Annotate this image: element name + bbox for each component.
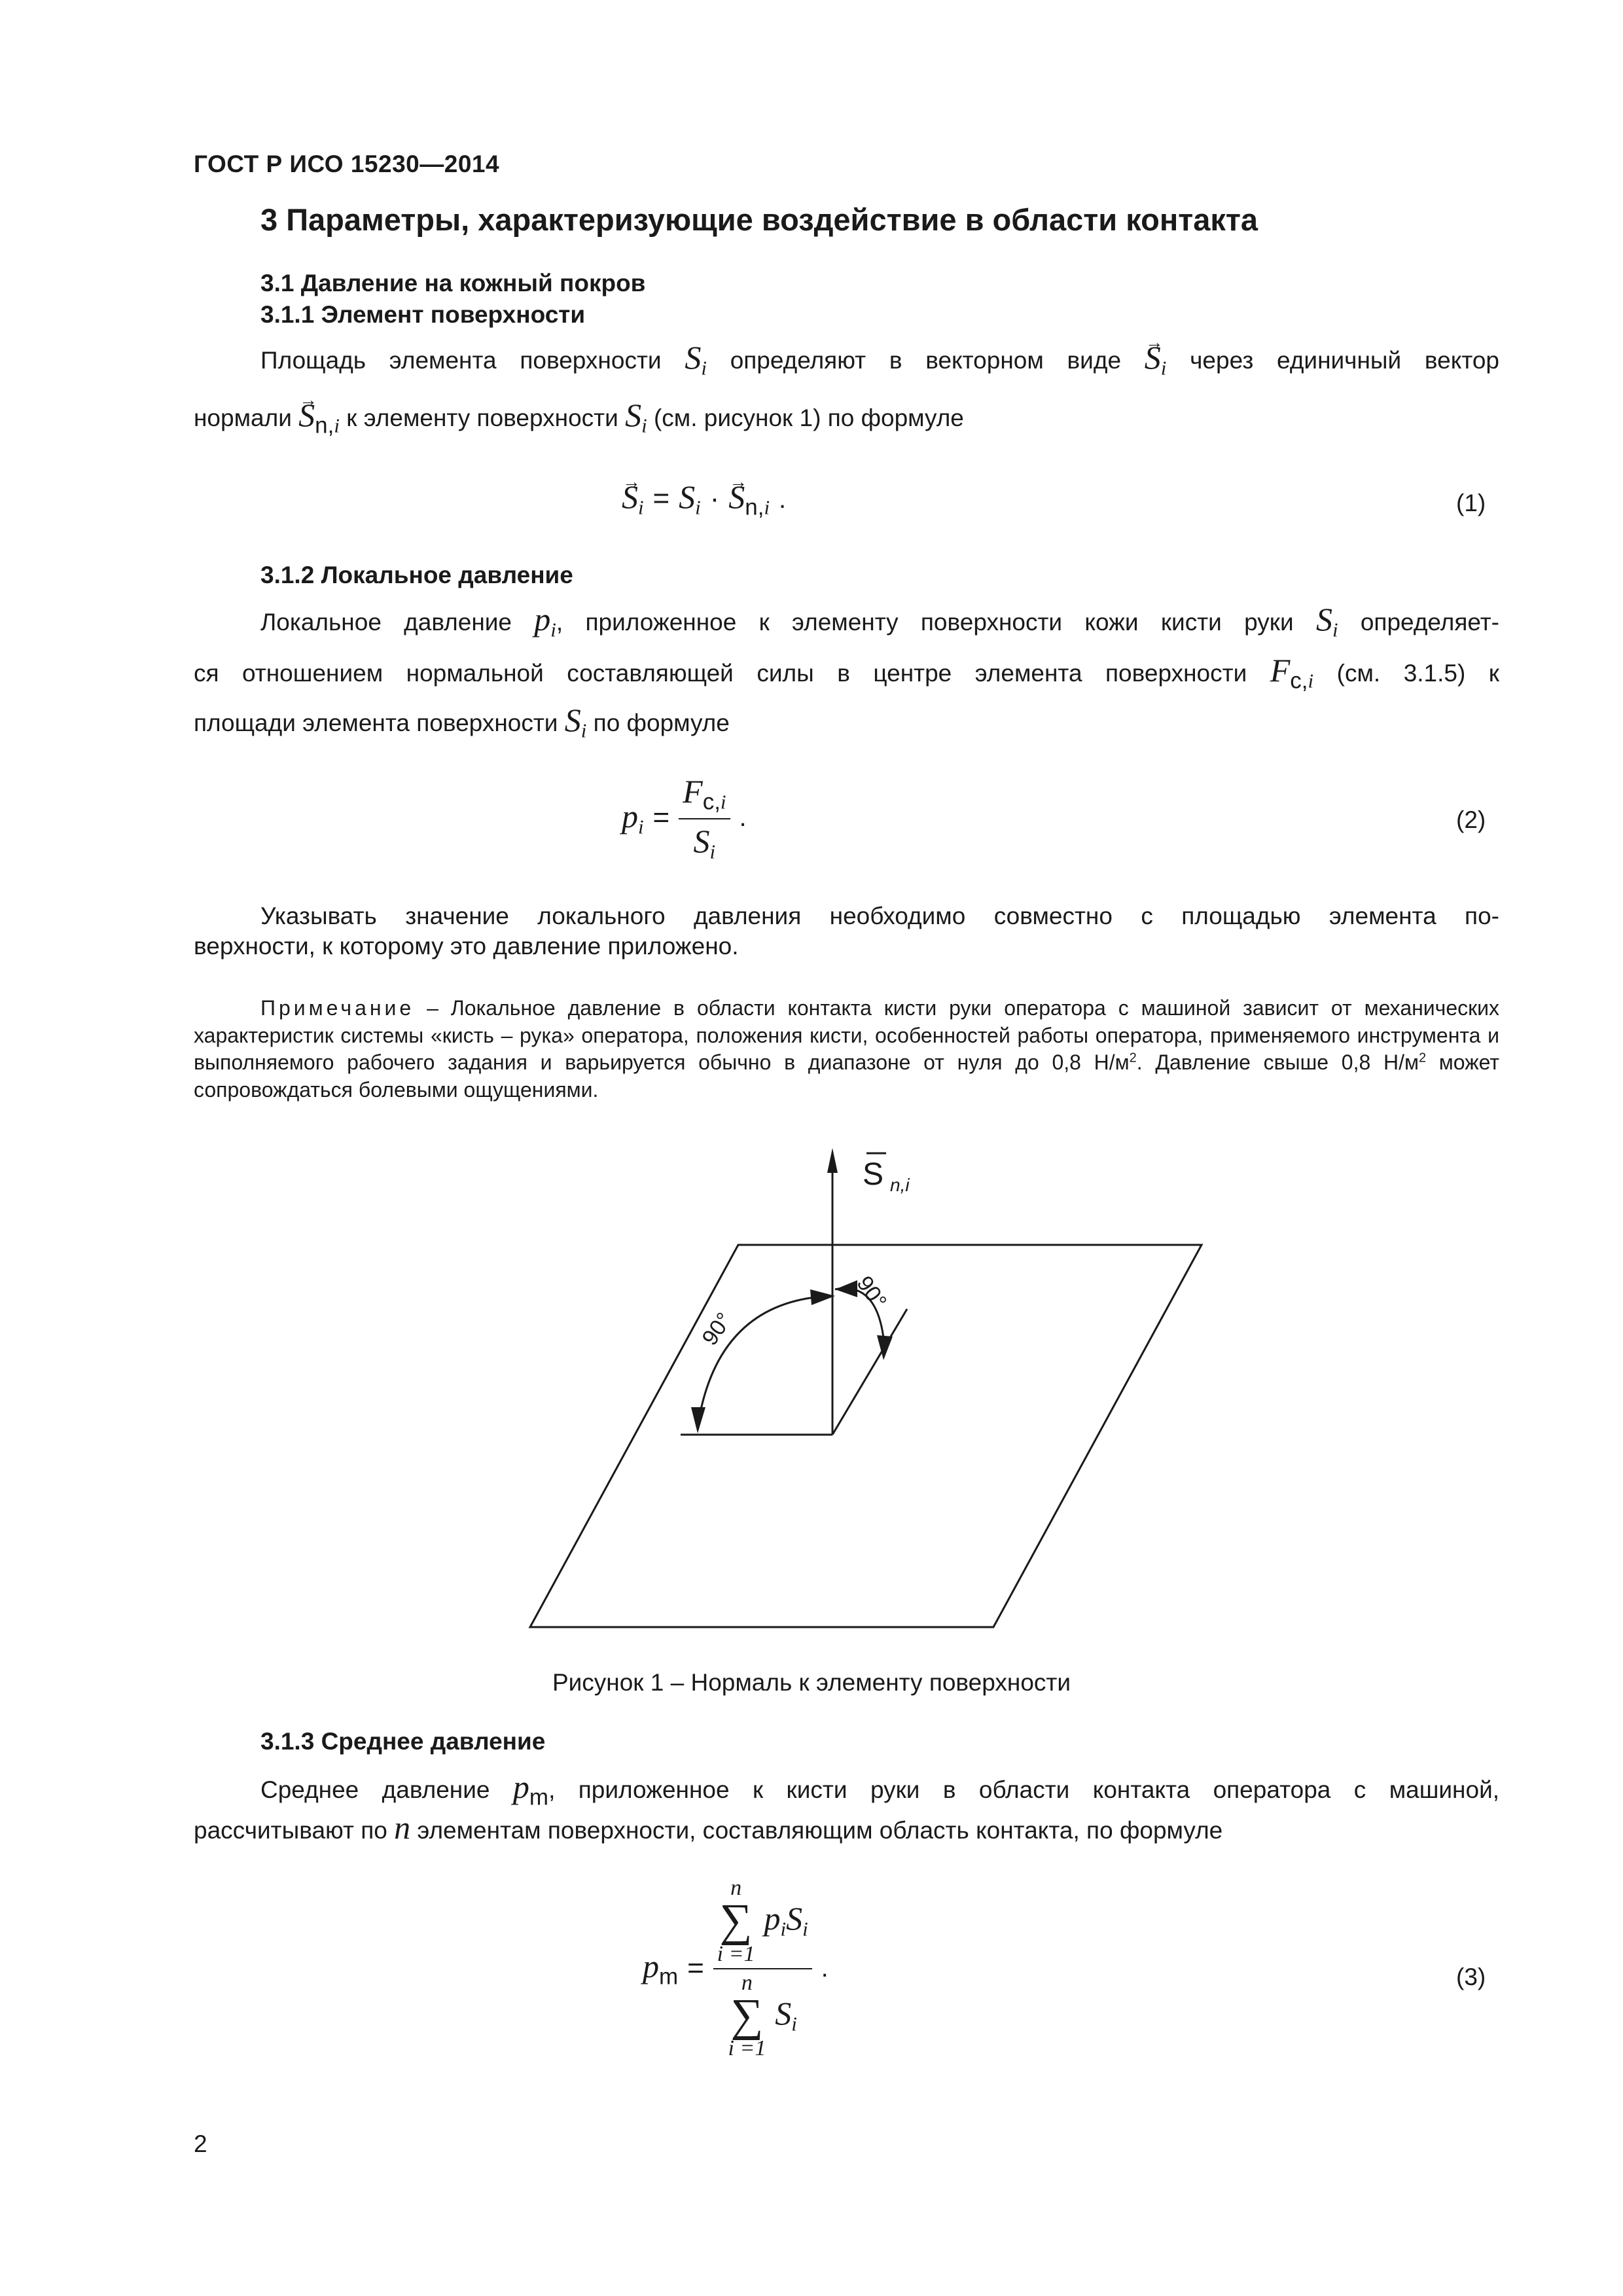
var-s-n-i-vector: → $S_{n,i}$ — [298, 397, 340, 433]
paragraph-3-1-2-line3: площади элемента поверхности $S_i$ по формуле — [194, 702, 730, 742]
equation-1: → $S_i = S_i$ · → $S_{n,i}$ . — [622, 478, 786, 521]
page-number: 2 — [194, 2130, 207, 2157]
normal-vector-label-sub: n,i — [890, 1175, 910, 1195]
equation-3: $p_m$ = n ∑ i =1 $p_iS_i$ n ∑ i =1 $S_i$ . — [643, 1876, 829, 2060]
angle-label-right: 90° — [851, 1271, 892, 1314]
document-header: ГОСТ Р ИСО 15230—2014 — [194, 151, 500, 177]
angle-label-left: 90° — [697, 1308, 738, 1350]
paragraph-local-pressure-line1: Указывать значение локального давления необходимо совместно с площадью элемента по- — [260, 903, 1499, 929]
normal-vector-label: S — [863, 1157, 884, 1192]
equation-3-number: (3) — [1456, 1964, 1486, 1990]
paragraph-3-1-2-line1: Локальное давление $p_i$, приложенное к элементу поверхности кожи кисти руки $S_i$ определяет- — [260, 601, 1499, 641]
paragraph-3-1-3-line1: Среднее давление $p_m$, приложенное к кисти руки в области контакта оператора с машиной, — [260, 1768, 1500, 1810]
var-s-i-vector: → $S_i$ — [1145, 339, 1167, 376]
paragraph-3-1-2-line2: ся отношением нормальной составляющей силы в центре элемента поверхности $F_{c,i}$ (см. 3.1.5) к — [194, 652, 1499, 694]
subsection-heading-3-1-3: 3.1.3 Среднее давление — [260, 1728, 546, 1755]
normal-vector-arrowhead — [827, 1148, 838, 1173]
paragraph-3-1-1-line1: Площадь элемента поверхности $S_i$ определяют в векторном виде → $S_i$ через единичный вектор — [260, 338, 1499, 380]
note: Примечание – Локальное давление в области контакта кисти руки оператора с машиной зависит от механических характеристик системы «кисть – рука» оператора, положения кисти, особенностей работы оператора, применяемого инструмента и выполняемого рабочего задания и варьируется обычно в диапазоне от нуля до 0,8 $Н/м^2$. Давление свыше 0,8 $Н/м^2$ может сопровождаться болевыми ощущениями. — [194, 996, 1500, 1102]
subsection-heading-3-1-1: 3.1.1 Элемент поверхности — [260, 301, 586, 328]
in-plane-line-diagonal — [832, 1309, 907, 1435]
paragraph-3-1-3-line2: рассчитывают по n элементам поверхности, составляющим область контакта, по формуле — [194, 1809, 1223, 1846]
section-heading: 3 Параметры, характеризующие воздействие в области контакта — [260, 202, 1258, 237]
equation-2: $p_i$ = $\frac{F_{c,i}}{S_i}$ . — [622, 773, 747, 863]
var-s-i: $S_i$ — [685, 339, 707, 380]
subsection-heading-3-1-2: 3.1.2 Локальное давление — [260, 562, 573, 588]
paragraph-3-1-1-line2: нормали → $S_{n,i}$ к элементу поверхности $S_i$ (см. рисунок 1) по формуле — [194, 395, 964, 440]
equation-1-number: (1) — [1456, 490, 1486, 516]
paragraph-local-pressure-line2: верхности, к которому это давление приложено. — [194, 933, 739, 960]
subsection-heading-3-1: 3.1 Давление на кожный покров — [260, 270, 646, 296]
note-label: Примечание — [260, 996, 415, 1020]
equation-2-number: (2) — [1456, 806, 1486, 833]
figure-1-caption: Рисунок 1 – Нормаль к элементу поверхности — [552, 1669, 1071, 1696]
